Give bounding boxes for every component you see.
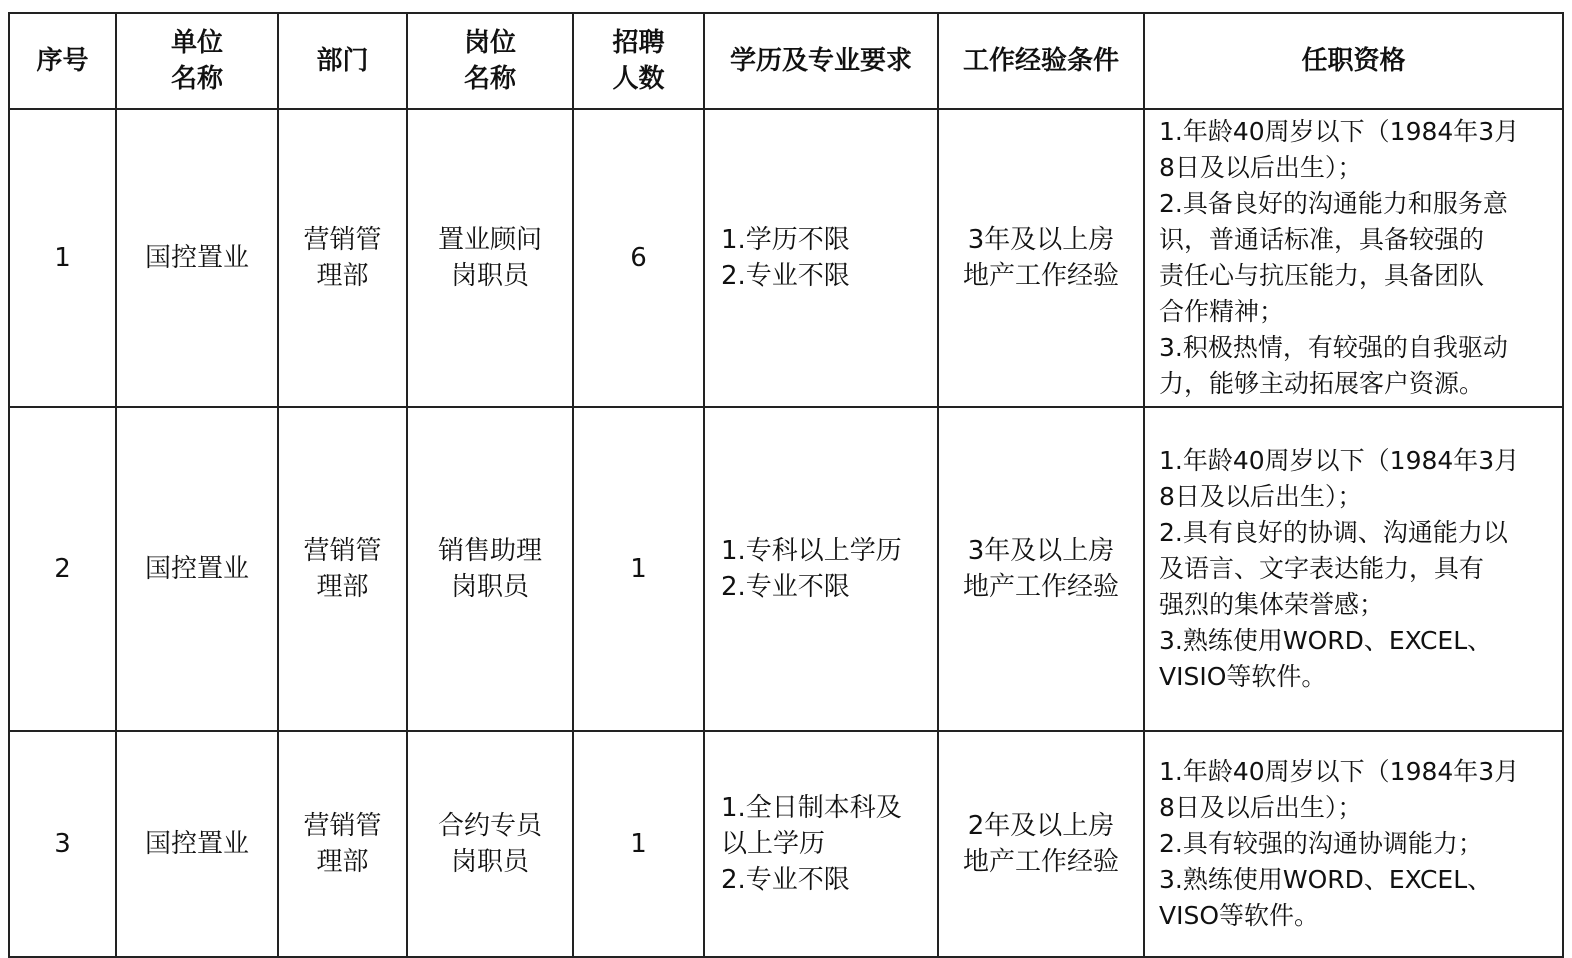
cell-experience: 3年及以上房 地产工作经验 [938, 109, 1144, 407]
cell-qualifications: 1.年龄40周岁以下（1984年3月 8日及以后出生）； 2.具有良好的协调、沟通能力以 及语言、文字表达能力，具有 强烈的集体荣誉感； 3.熟练使用WORD、EXCEL、 VISIO等软件。 [1144, 407, 1563, 731]
cell-position: 置业顾问 岗职员 [407, 109, 573, 407]
cell-position: 销售助理 岗职员 [407, 407, 573, 731]
cell-count: 6 [573, 109, 704, 407]
cell-no: 1 [9, 109, 116, 407]
cell-qualifications: 1.年龄40周岁以下（1984年3月 8日及以后出生）； 2.具备良好的沟通能力和服务意 识，普通话标准，具备较强的 责任心与抗压能力，具备团队 合作精神； 3.积极热情，有较强的自我驱动 力，能够主动拓展客户资源。 [1144, 109, 1563, 407]
header-cell-no: 序号 [9, 13, 116, 109]
cell-unit: 国控置业 [116, 407, 278, 731]
cell-unit: 国控置业 [116, 731, 278, 957]
cell-education: 1.学历不限 2.专业不限 [704, 109, 938, 407]
header-cell-qualifications: 任职资格 [1144, 13, 1563, 109]
cell-qualifications: 1.年龄40周岁以下（1984年3月 8日及以后出生）； 2.具有较强的沟通协调能力； 3.熟练使用WORD、EXCEL、 VISO等软件。 [1144, 731, 1563, 957]
cell-experience: 3年及以上房 地产工作经验 [938, 407, 1144, 731]
header-cell-unit: 单位 名称 [116, 13, 278, 109]
header-cell-position: 岗位 名称 [407, 13, 573, 109]
cell-no: 2 [9, 407, 116, 731]
header-cell-dept: 部门 [278, 13, 407, 109]
cell-count: 1 [573, 407, 704, 731]
cell-dept: 营销管 理部 [278, 109, 407, 407]
cell-experience: 2年及以上房 地产工作经验 [938, 731, 1144, 957]
cell-no: 3 [9, 731, 116, 957]
table-row [9, 109, 1563, 407]
header-cell-experience: 工作经验条件 [938, 13, 1144, 109]
cell-education: 1.全日制本科及 以上学历 2.专业不限 [704, 731, 938, 957]
header-cell-count: 招聘 人数 [573, 13, 704, 109]
cell-dept: 营销管 理部 [278, 407, 407, 731]
cell-unit: 国控置业 [116, 109, 278, 407]
table-row [9, 731, 1563, 957]
recruitment-table [8, 12, 1564, 958]
table-row [9, 407, 1563, 731]
cell-dept: 营销管 理部 [278, 731, 407, 957]
cell-position: 合约专员 岗职员 [407, 731, 573, 957]
cell-count: 1 [573, 731, 704, 957]
header-cell-education: 学历及专业要求 [704, 13, 938, 109]
cell-education: 1.专科以上学历 2.专业不限 [704, 407, 938, 731]
header-row [9, 13, 1563, 109]
